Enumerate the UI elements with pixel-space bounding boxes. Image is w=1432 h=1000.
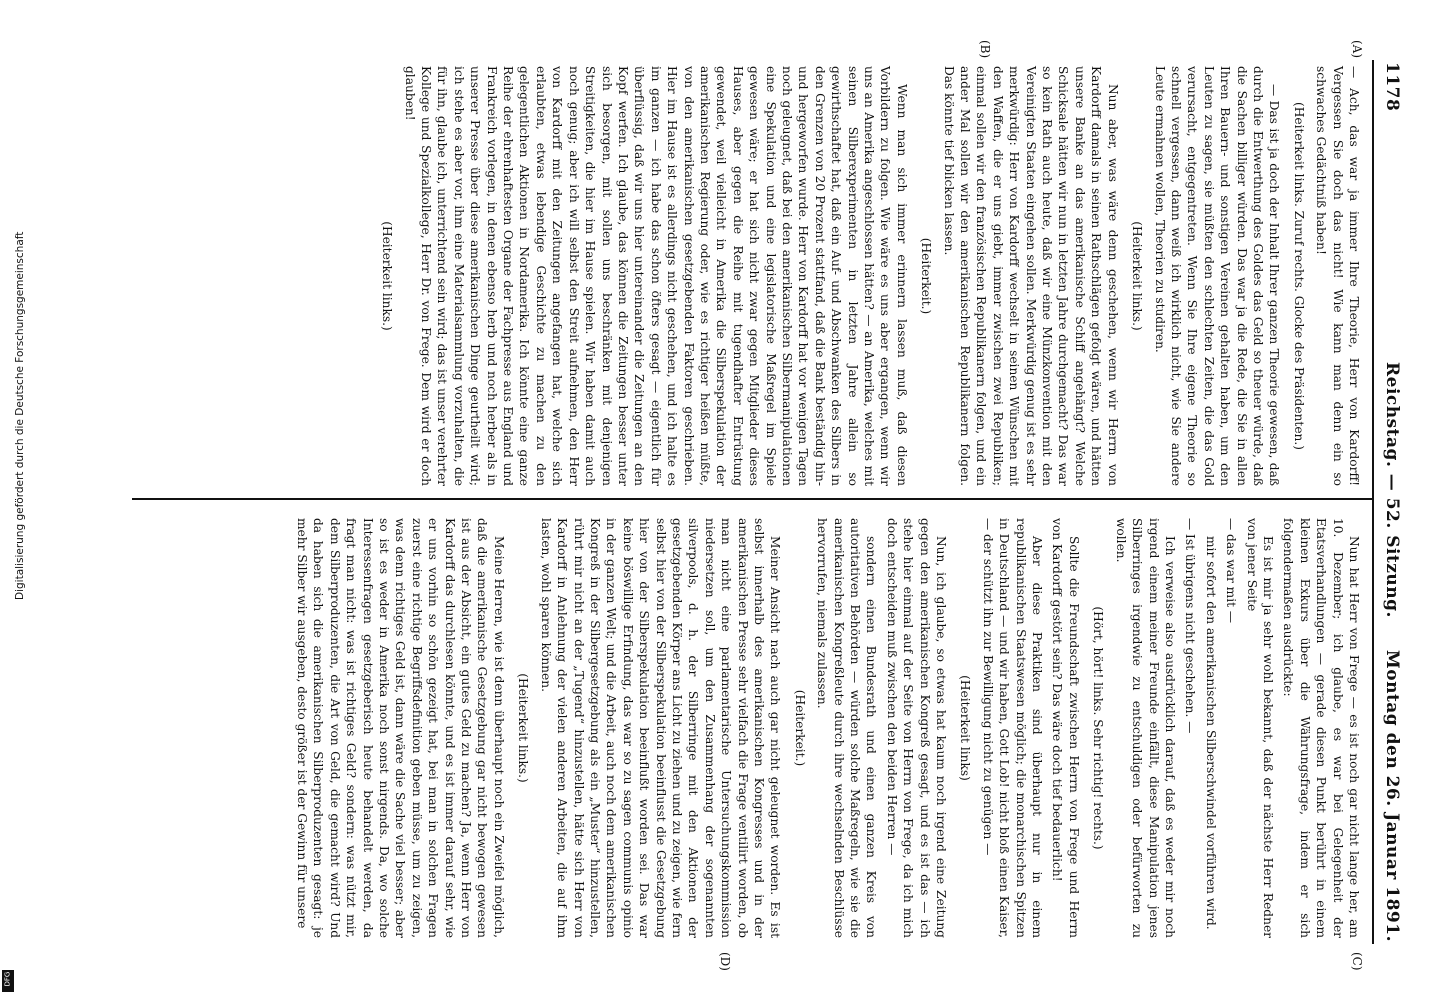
margin-marker-d: (D) — [718, 952, 732, 971]
footer-strip — [0, 0, 26, 1000]
left-column — [371, 66, 1362, 486]
paragraph: Sollte die Freundschaft zwischen Herrn von Frege und Herrn von Kardorff gestört sein? Das wäre doch tief bedauerlich! — [1050, 518, 1081, 938]
margin-marker-a: (A) — [1350, 40, 1364, 59]
interjection: (Heiterkeit.) — [919, 237, 934, 315]
margin-marker-b: (B) — [978, 40, 992, 59]
paragraph: Nun aber, was wäre denn geschehen, wenn wir Herrn von Kardorff damals in seinen Rathschlägen gefolgt wären, und hätten unsere Banke an das amerikanische Schiff angehängt? Welche Schicksale hätten wir nun in letzten Jahre durchgemacht? Das war so kein Rath auch heute, daß wir eine Münzkonvention mit den Vereinigten Staaten eingehen sollen. Merkwürdig genug ist es sehr merkwürdig: Herr von Kardorff wechselt in seinen Wünschen mit den Waffen, die er uns giebt, immer zwischen zwei Republiken; einmal sollen wir den französischen Republikanern folgen, und ein ander Mal sollen wir den amerikanischen Republikanern folgen. Das könnte tief blicken lassen. — [941, 66, 1120, 486]
session-date: Montag den 26. Januar 1891. — [1382, 649, 1402, 942]
paragraph: — Das ist ja doch der Inhalt Ihrer ganzen Theorie gewesen, daß durch die Entwerthung des Goldes das Geld so theuer würde, daß die Sachen billiger würden. Das war ja die Rede, die Sie in allen Ihren Bauern- und sonstigen Vereinen gehalten haben, um den Leuten zu sagen, sie müßten den schlechten Zeiten, die das Gold verursacht, entgegentreten. Wenn Sie Ihre eigene Theorie so schnell vergessen, dann weiß ich wirklich nicht, wie Sie andere Leute ermahnen wollen, Theorien zu studiren. — [1152, 66, 1282, 486]
document-page — [72, 0, 1432, 1000]
paragraph: — Ach, das war ja immer Ihre Theorie, Herr von Kardorff! Vergessen Sie doch das nicht! Wie kann man denn ein so schwaches Gedächtniß haben! — [1314, 66, 1361, 486]
quote: Es ist mir ja sehr wohl bekannt, daß der nächste Herr Redner von jener Seite — [1244, 518, 1275, 938]
page-header — [1376, 62, 1402, 942]
header-rule — [1372, 60, 1374, 944]
interjection: (Heiterkeit links. Zuruf rechts. Glocke des Präsidenten.) — [1291, 101, 1306, 451]
paragraph: Wenn man sich immer erinnern lassen muß, daß diesen Vorbildern zu folgen. Wie wäre es uns aber ergangen, wenn wir uns an Amerika angeschlossen hätten? — an Amerika, welches mit seinen Silberexperimenten in letzten Jahre allein so gewirthschaftet hat, daß ein Auf- und Abschwanken des Silbers in den Grenzen von 20 Prozent stattfand, daß die Bank beständig hin- und hergeworfen wurde. Herr von Kardorff hat vor wenigen Tagen noch geleugnet, daß bei den amerikanischen Silbermanipulationen eine Spekulation und eine legislatorische Maßregel im Spiele gewesen wäre; er hat sich nicht zwar gegen Mitglieder dieses Hauses, aber gegen die Reihe mit tugendhafter Entrüstung gewendet, weil vielleicht in Amerika die Silberspekulation der amerikanischen Regierung oder, wie es richtiger heißen müßte, von den amerikanischen gesetzgebenden Faktoren geschrieben. Hier im Hause ist es allerdings nicht geschehen, und ich halte es im ganzen — ich habe das schon öfters gesagt — eigentlich für überflüssig, daß wir uns hier untereinander die Zeitungen an den Kopf werfen. Ich glaube, das können die Zeitungen besser unter sich besorgen, mit sollen uns beschränken mit denjenigen Streitigkeiten, die hier im Hause spielen. Wir haben damit auch noch genug; aber ich will selbst den Streit aufnehmen, den Herr von Kardorff mit den Zeitungen angefangen hat, welche sich erlaubten, etwas lebendige Geschichte zu machen zu den gelegentlichen Aktionen in Nordamerika. Ich könnte eine ganze Reihe der ehrenhaftesten Organe der Fachpresse aus England und Frankreich vorlegen, in denen ebenso herb und noch herber als in unserer Presse über diese amerikanischen Dinge geurtheilt wird; ich stehe es aber vor, ihm eine Materialsammlung vorzuhalten, die für ihn, glaube ich, unterrichtend sein wird; das ist unser verehrter Kollege und Spezialkollege, Herr Dr. von Frege. Dem wird er doch glauben! — [402, 66, 909, 486]
paragraph: Nun, ich glaube, so etwas hat kaum noch irgend eine Zeitung gegen den amerikanischen Kongreß gesagt, und es ist das — ich stehe hier einmal auf der Seite von Herrn von Frege, da ich mich doch entscheiden muß zwischen den beiden Herren — — [884, 518, 949, 938]
interjection: (Heiterkeit.) — [792, 689, 807, 767]
right-column — [290, 518, 1362, 938]
quote: sondern einen Bundesrath und einen ganzen Kreis von autoritativen Behörden — würden solche Maßregeln, wie sie die amerikanischen Kongreßleute durch ihre wechselnden Beschlüsse hervorrufen, niemals zulassen. — [815, 518, 879, 938]
margin-marker-c: (C) — [1350, 952, 1364, 971]
quote: Aber diese Praktiken sind überhaupt nur in einem republikanischen Staatswesen möglich; die monarchischen Spitzen in Deutschland — und wir haben, Gott Lob! nicht bloß einen Kaiser, — der schützt ihn zur Bewilligung nicht zu genügen — — [980, 518, 1045, 938]
quote: mir sofort den amerikanischen Silberschwindel vorführen wird. — [1203, 536, 1218, 930]
interjection: (Heiterkeit links.) — [516, 673, 531, 783]
interjection: (Heiterkeit links) — [958, 675, 973, 781]
column-separator — [132, 498, 1372, 500]
paragraph: Meiner Ansicht nach auch gar nicht geleugnet worden. Es ist selbst innerhalb des amerikanischen Kongresses und in der amerikanischen Presse sehr vielfach die Frage ventilirt worden, ob man nicht eine parlamentarische Untersuchungskommission niedersetzen soll, um den Zusammenhang der sogenannten silverpools, d. h. der Silberringe mit den Aktionen der gesetzgebenden Körper ans Licht zu ziehen und zu zeigen, wie fern selbst hier von der Silberspekulation beeinflusst die Gesetzgebung hier von der Silberspekulation beeinflußt worden sei. Das war keine böswillige Erfindung, das war so zu sagen communis opinio in der ganzen Welt; und die Arbeit, auch noch dem amerikanischen Kongreß in der Silbergesetzgebung als ein „Muster“ hinzustellen, rührt mir nicht an der „Tugend“ hinzustellen, hätte sich Herr von Kardorff in Anlehnung der vielen anderen Arbeiten, die auf ihm lasten, wohl sparen können. — [538, 518, 783, 938]
digitization-credit: Digitalisierung gefördert durch die Deutsche Forschungsgemeinschaft — [14, 231, 26, 600]
interjection: (Heiterkeit links.) — [1130, 221, 1145, 331]
interjection: (Heiterkeit links.) — [380, 221, 395, 331]
dfg-logo-text: DFG — [3, 971, 12, 987]
quote: — das war mit — — [1224, 518, 1239, 624]
dfg-logo — [2, 970, 14, 992]
interjection: (Hört, hört! links. Sehr richtig! rechts.) — [1091, 606, 1106, 850]
quote: Ich verweise also ausdrücklich darauf, daß es weder mir noch irgend einem meiner Freunde einfällt, diese Manipulation jenes Silberringes irgendwie zu entschuldigen oder befürworten zu wollen. — [1113, 518, 1177, 938]
session-title: Reichstag. — 52. Sitzung. — [1382, 362, 1402, 618]
paragraph: Meine Herren, wie ist denn überhaupt noch ein Zweifel möglich, daß die amerikanische Gesetzgebung gar nicht bewogen gewesen ist aus der Absicht, ein gutes Geld zu machen? Ja, wenn Herr von Kardorff das durchlesen könnte, und es ist immer darauf sehr, wie er uns vorhin so schön gezeigt hat, bei man in solchen Fragen zuerst eine richtige Begriffsdefinition geben müsse, um zu zeigen, was denn richtiges Geld ist, dann wäre die Sache viel besser; aber so ist es weder in Amerika noch sonst nirgends. Da, wo solche Interessenfragen gesetzgeberisch heute behandelt werden, da fragt man nicht: was ist richtiges Geld? sondern: was nützt mir, dem Silberproduzenten, die Art von Geld, die gemacht wird? Und da haben sich die amerikanischen Silberproduzenten gesagt: je mehr Silber wir ausgeben, desto größer ist der Gewinn für unsere — [295, 518, 506, 938]
quote: — Ist übrigens nicht geschehen. — — [1183, 518, 1198, 734]
paragraph: Nun hat Herr von Frege — es ist noch gar nicht lange her, am 10. Dezember; ich glaube, es war bei Gelegenheit der Etatsverhandlungen — gerade diesen Punkt berührt in einem kleinen Exkurs über die Währungsfrage, indem er sich folgendermaßen ausdrückte: — [1281, 518, 1361, 938]
page-number: 1178 — [1382, 62, 1402, 112]
